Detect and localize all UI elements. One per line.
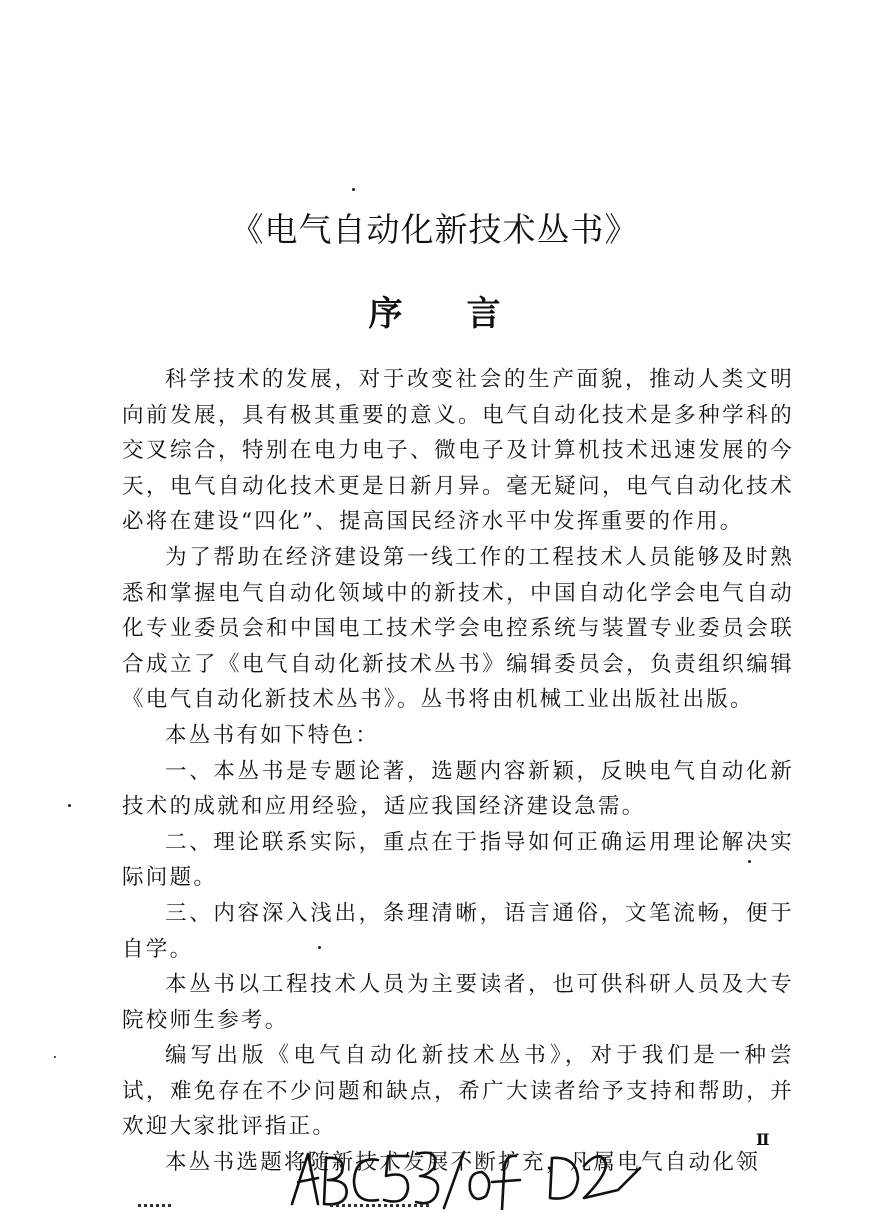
preface-heading: 序言 — [368, 294, 565, 334]
paragraph: 三、内容深入浅出，条理清晰，语言通俗，文笔流畅，便于自学。 — [122, 900, 794, 962]
paragraph: 一、本丛书是专题论著，选题内容新颖，反映电气自动化新技术的成就和应用经验，适应我国经济建设急需。 — [122, 758, 794, 820]
scan-speck — [352, 188, 355, 191]
paragraph: 为了帮助在经济建设第一线工作的工程技术人员能够及时熟悉和掌握电气自动化领域中的新技术，中国自动化学会电气自动化专业委员会和中国电工技术学会电控系统与装置专业委员会联合成立了《电气自动化新技术丛书》编辑委员会，负责组织编辑《电气自动化新技术丛书》。丛书将由机械工业出版社出版。 — [122, 544, 794, 713]
preface-body — [122, 362, 794, 1181]
paragraph: 科学技术的发展，对于改变社会的生产面貌，推动人类文明向前发展，具有极其重要的意义。电气自动化技术是多种学科的交叉综合，特别在电力电子、微电子及计算机技术迅速发展的今天，电气自动化技术更是日新月异。毫无疑问，电气自动化技术必将在建设“四化”、提高国民经济水平中发挥重要的作用。 — [122, 367, 794, 535]
scan-edge — [330, 1204, 430, 1207]
scan-speck — [318, 946, 321, 949]
scan-edge — [138, 1204, 174, 1207]
paragraph: 本丛书有如下特色： — [165, 722, 380, 748]
scan-speck — [68, 804, 71, 807]
page-number: Ⅱ — [756, 1130, 770, 1149]
scan-speck — [748, 860, 751, 863]
handwritten-note — [284, 1118, 644, 1210]
paragraph: 编写出版《电气自动化新技术丛书》，对于我们是一种尝试，难免存在不少问题和缺点，希广大读者给予支持和帮助，并欢迎大家批评指正。 — [122, 1043, 794, 1140]
paragraph: 本丛书以工程技术人员为主要读者，也可供科研人员及大专院校师生参考。 — [122, 972, 794, 1033]
series-title: 《电气自动化新技术丛书》 — [230, 210, 639, 249]
paragraph: 二、理论联系实际，重点在于指导如何正确运用理论解决实际问题。 — [122, 829, 794, 891]
paragraph: 本丛书选题将随新技术发展不断扩充，凡属电气自动化领 — [165, 1150, 761, 1176]
scan-speck — [54, 1056, 56, 1058]
